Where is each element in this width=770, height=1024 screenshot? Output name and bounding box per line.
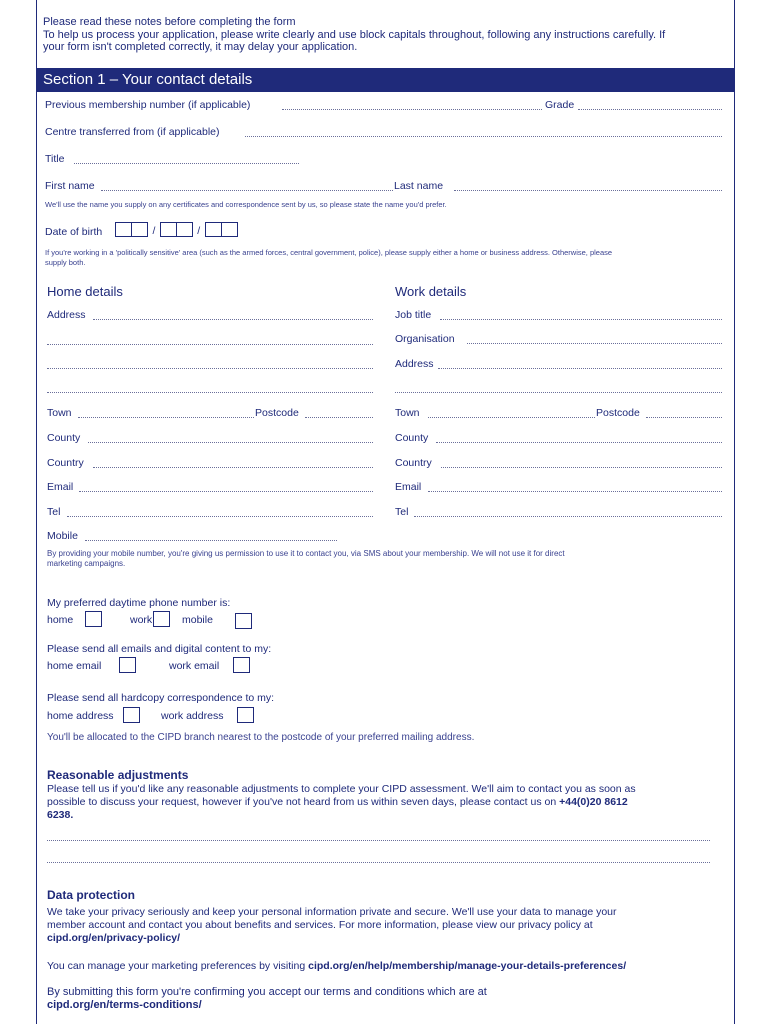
work-tel-field[interactable] [414, 516, 722, 517]
work-address-line-1[interactable] [438, 368, 722, 369]
hardcopy-pref-home-label: home address [47, 710, 114, 722]
dob-sep-1: / [152, 225, 156, 237]
data-protection-text [47, 906, 727, 945]
marketing-prefs-link[interactable]: cipd.org/en/help/membership/manage-your-details-preferences/ [308, 960, 627, 972]
email-pref-home-label: home email [47, 660, 102, 672]
work-town-field[interactable] [428, 417, 595, 418]
phone-pref-work-checkbox[interactable] [153, 611, 170, 627]
grade-field[interactable] [578, 109, 722, 110]
work-job-title-label: Job title [395, 309, 432, 321]
home-address-line-1[interactable] [93, 319, 373, 320]
work-county-field[interactable] [436, 442, 722, 443]
grade-label: Grade [545, 99, 575, 111]
dob-year-2[interactable] [221, 222, 238, 237]
marketing-prefs-label: You can manage your marketing preferences by visiting [47, 960, 306, 972]
dob-month-1[interactable] [160, 222, 177, 237]
work-organisation-label: Organisation [395, 333, 455, 345]
first-name-field[interactable] [101, 190, 393, 191]
work-tel-label: Tel [395, 506, 409, 518]
home-county-label: County [47, 432, 81, 444]
home-town-label: Town [47, 407, 72, 419]
data-protection-line-2: member account and contact you about benefits and services. For more information, please view our privacy policy at [47, 919, 593, 931]
email-pref-work-label: work email [169, 660, 220, 672]
home-address-line-4[interactable] [47, 392, 373, 393]
phone-pref-home-checkbox[interactable] [85, 611, 102, 627]
work-town-label: Town [395, 407, 420, 419]
data-protection-heading: Data protection [47, 888, 136, 902]
data-protection-line-1: We take your privacy seriously and keep your personal information private and secure. We'll use your data to manage your [47, 906, 617, 918]
dob-fields [115, 221, 238, 239]
dob-day-2[interactable] [131, 222, 148, 237]
dob-year-1[interactable] [205, 222, 222, 237]
adjustments-phone-b: 6238. [47, 809, 74, 821]
work-postcode-field[interactable] [646, 417, 722, 418]
title-field[interactable] [74, 163, 299, 164]
home-email-label: Email [47, 481, 74, 493]
home-address-line-3[interactable] [47, 368, 373, 369]
centre-label: Centre transferred from (if applicable) [45, 126, 220, 138]
intro-line-3: your form isn't completed correctly, it may delay your application. [43, 41, 358, 53]
marketing-prefs-text [47, 960, 626, 973]
section-1-header: Section 1 – Your contact details [37, 68, 734, 92]
work-country-label: Country [395, 457, 432, 469]
phone-pref-question: My preferred daytime phone number is: [47, 597, 231, 609]
work-details-heading: Work details [395, 284, 467, 299]
dob-label: Date of birth [45, 226, 103, 238]
home-mobile-label: Mobile [47, 530, 78, 542]
dob-month-2[interactable] [176, 222, 193, 237]
adjustments-line-2-text: possible to discuss your request, however if you've not heard from us within seven days, please contact us on [47, 796, 557, 808]
name-note: We'll use the name you supply on any certificates and correspondence sent by us, so please state the name you'd prefer. [45, 200, 447, 209]
mobile-note-line-1: By providing your mobile number, you're giving us permission to use it to contact you, via SMS about your membership. We will not use it for direct [47, 549, 565, 558]
adjustments-text [47, 783, 727, 822]
hardcopy-pref-work-checkbox[interactable] [237, 707, 254, 723]
adjustments-heading: Reasonable adjustments [47, 768, 189, 782]
first-name-label: First name [45, 180, 95, 192]
adjustments-field-line-1[interactable] [47, 840, 710, 841]
home-county-field[interactable] [88, 442, 373, 443]
home-details-heading: Home details [47, 284, 123, 299]
address-note-line-1: If you're working in a 'politically sensitive' area (such as the armed forces, central government, police), please supply either a home or business address. Otherwise, please [45, 248, 613, 257]
prev-membership-label: Previous membership number (if applicable) [45, 99, 251, 111]
hardcopy-pref-home-checkbox[interactable] [123, 707, 140, 723]
work-organisation-field[interactable] [467, 343, 722, 344]
last-name-field[interactable] [454, 190, 722, 191]
work-postcode-label: Postcode [596, 407, 640, 419]
hardcopy-pref-question: Please send all hardcopy correspondence to my: [47, 692, 275, 704]
home-tel-label: Tel [47, 506, 61, 518]
home-town-field[interactable] [78, 417, 254, 418]
home-tel-field[interactable] [67, 516, 373, 517]
last-name-label: Last name [394, 180, 444, 192]
page-border-left [36, 0, 37, 1024]
intro-notes [43, 16, 733, 54]
work-job-title-field[interactable] [440, 319, 722, 320]
work-email-field[interactable] [428, 491, 722, 492]
dob-sep-2: / [197, 225, 201, 237]
terms-link[interactable]: cipd.org/en/terms-conditions/ [47, 999, 202, 1011]
intro-line-2: To help us process your application, please write clearly and use block capitals throughout, following any instructions carefully. If [43, 28, 666, 41]
work-address-label: Address [395, 358, 434, 370]
address-note-line-2: supply both. [45, 258, 86, 267]
centre-field[interactable] [245, 136, 722, 137]
work-country-field[interactable] [441, 467, 722, 468]
work-county-label: County [395, 432, 429, 444]
phone-pref-work-label: work [130, 614, 153, 626]
privacy-policy-link[interactable]: cipd.org/en/privacy-policy/ [47, 932, 181, 944]
home-country-label: Country [47, 457, 84, 469]
phone-pref-mobile-label: mobile [182, 614, 213, 626]
home-country-field[interactable] [93, 467, 373, 468]
phone-pref-mobile-checkbox[interactable] [235, 613, 252, 629]
intro-line-1: Please read these notes before completing the form [43, 16, 296, 28]
terms-line: By submitting this form you're confirming you accept our terms and conditions which are at [47, 986, 487, 998]
branch-note: You'll be allocated to the CIPD branch nearest to the postcode of your preferred mailing address. [47, 732, 475, 743]
work-email-label: Email [395, 481, 422, 493]
email-pref-work-checkbox[interactable] [233, 657, 250, 673]
home-email-field[interactable] [79, 491, 373, 492]
address-note [45, 248, 730, 268]
adjustments-line-1: Please tell us if you'd like any reasonable adjustments to complete your CIPD assessment. We'll aim to contact you as soon as [47, 783, 636, 795]
phone-pref-home-label: home [47, 614, 74, 626]
home-postcode-field[interactable] [305, 417, 373, 418]
home-mobile-field[interactable] [85, 540, 337, 541]
work-address-line-2[interactable] [395, 392, 722, 393]
home-address-label: Address [47, 309, 86, 321]
home-postcode-label: Postcode [255, 407, 299, 419]
page-border-right [734, 0, 735, 1024]
prev-membership-field[interactable] [282, 109, 542, 110]
dob-day-1[interactable] [115, 222, 132, 237]
home-address-line-2[interactable] [47, 344, 373, 345]
mobile-note [47, 549, 730, 569]
email-pref-question: Please send all emails and digital content to my: [47, 643, 272, 655]
mobile-note-line-2: marketing campaigns. [47, 559, 126, 568]
title-label: Title [45, 153, 65, 165]
adjustments-phone-a: +44(0)20 8612 [559, 796, 628, 808]
adjustments-line-2 [47, 796, 727, 809]
adjustments-field-line-2[interactable] [47, 862, 710, 863]
terms-text [47, 986, 727, 1012]
hardcopy-pref-work-label: work address [161, 710, 224, 722]
email-pref-home-checkbox[interactable] [119, 657, 136, 673]
